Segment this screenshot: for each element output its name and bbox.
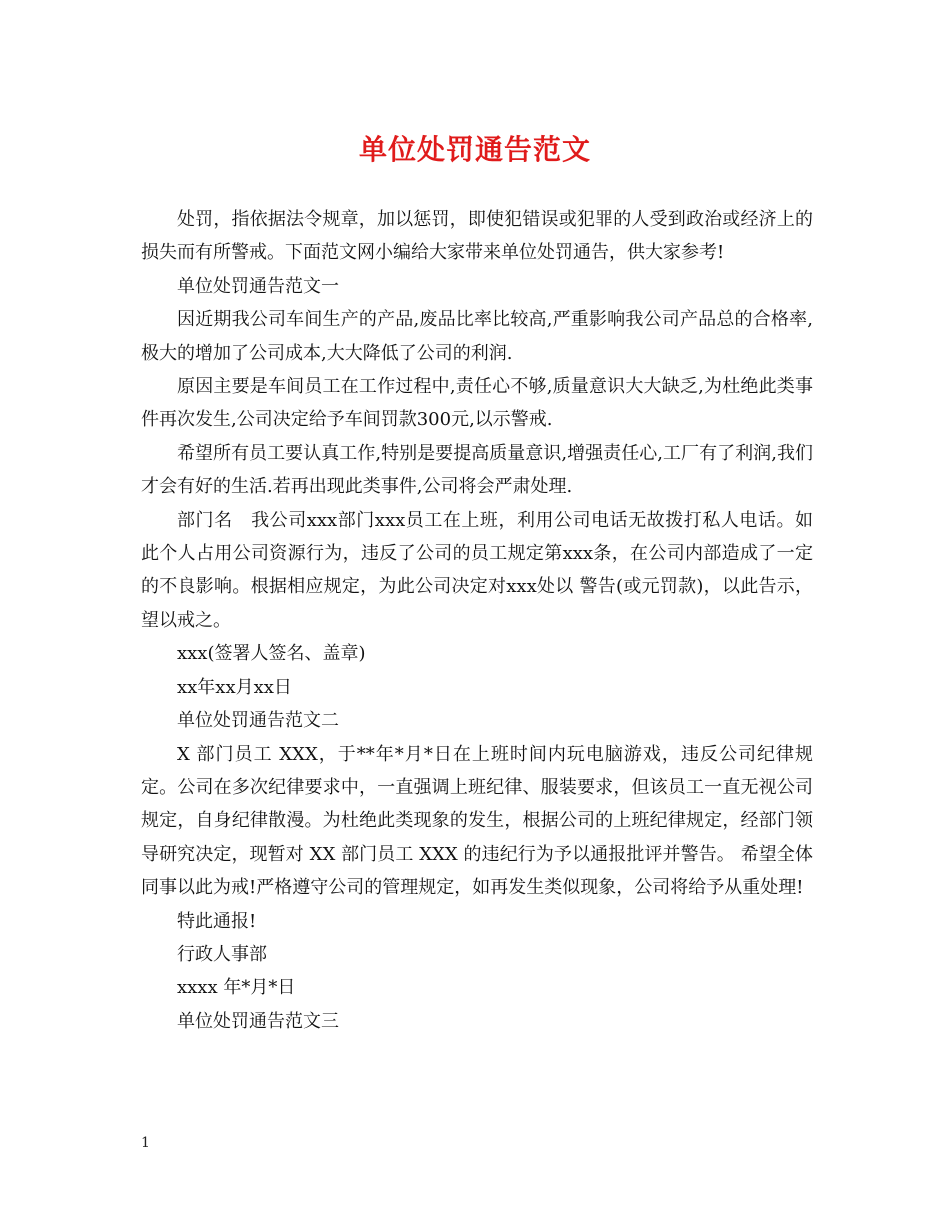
paragraph: 因近期我公司车间生产的产品,废品比率比较高,严重影响我公司产品总的合格率,极大的增加了公司成本,大大降低了公司的利润. xyxy=(141,309,813,364)
page-number: 1 xyxy=(141,1135,150,1151)
section-heading-2: 单位处罚通告范文二 xyxy=(177,710,339,732)
date-line: xxxx 年*月*日 xyxy=(177,977,296,999)
paragraph: 部门名 我公司xxx部门xxx员工在上班，利用公司电话无故拨打私人电话。如此个人占用公司资源行为，违反了公司的员工规定第xxx条，在公司内部造成了一定的不良影响。根据相应规定，为此公司决定对xxx处以 警告(或元罚款)，以此告示，望以戒之。 xyxy=(141,509,813,631)
closing-line: 特此通报! xyxy=(177,910,257,932)
paragraph: X 部门员工 XXX，于**年*月*日在上班时间内玩电脑游戏，违反公司纪律规定。公司在多次纪律要求中，一直强调上班纪律、服装要求，但该员工一直无视公司规定，自身纪律散漫。为杜绝此类现象的发生，根据公司的上班纪律规定，经部门领导研究决定，现暂对 XX 部门员工 XXX 的违纪行为予以通报批评并警告。 希望全体同事以此为戒!严格遵守公司的管理规定，如再发生类似现象，公司将给予从重处理! xyxy=(141,743,813,899)
department-line: 行政人事部 xyxy=(177,943,267,965)
section-heading-3: 单位处罚通告范文三 xyxy=(177,1010,339,1032)
document-title: 单位处罚通告范文 xyxy=(358,133,591,166)
date-line: xx年xx月xx日 xyxy=(177,676,292,698)
paragraph: 原因主要是车间员工在工作过程中,责任心不够,质量意识大大缺乏,为杜绝此类事件再次发生,公司决定给予车间罚款300元,以示警戒. xyxy=(141,376,813,431)
paragraph: 希望所有员工要认真工作,特别是要提高质量意识,增强责任心,工厂有了利润,我们才会有好的生活.若再出现此类事件,公司将会严肃处理. xyxy=(141,442,813,498)
intro-paragraph: 处罚，指依据法令规章，加以惩罚，即使犯错误或犯罪的人受到政治或经济上的损失而有所警戒。下面范文网小编给大家带来单位处罚通告，供大家参考! xyxy=(141,209,813,264)
section-heading-1: 单位处罚通告范文一 xyxy=(177,275,339,297)
document-body xyxy=(141,203,813,1038)
signature-line: xxx(签署人签名、盖章) xyxy=(177,643,366,665)
